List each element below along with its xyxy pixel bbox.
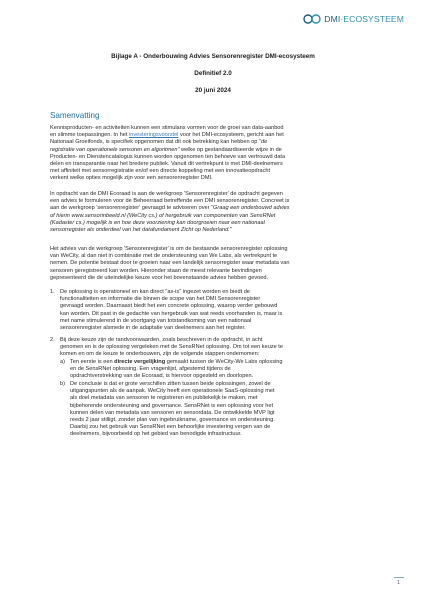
list-item-2: 2. Bij deze keuze zijn de randvoorwaarden, zoals beschreven in de opdracht, in acht genomen en is de oplossing vergeleken met de SensRNet oplossing. Om tot een keuze te komen en om de keuze te onderbouwen, zijn de volgende stappen ondernomen: [50, 337, 283, 358]
footer-rule [394, 577, 404, 578]
list-subitem-a: a) Ten eerste is een directe vergelijking gemaakt tussen de WeCity-We Labs oplossing en de SensRNet oplossing. Een vragenlijst, afgestemd tijdens de opdrachtverstrekking van de Ecoraad, is hiervoor opgesteld en doorlopen. [60, 359, 283, 380]
document-title: Bijlage A - Onderbouwing Advies Sensorenregister DMI-ecosysteem [111, 53, 315, 60]
section-heading: Samenvatting [50, 111, 100, 120]
dmi-logo-icon [303, 14, 321, 24]
paragraph-summary-3: Het advies van de werkgroep 'Sensorenregister' is om de bestaande sensorenregister oplossing van WeCity, al dan niet in combinatie met de ondersteuning van We Labs, als vertrekpunt te nemen. De potentie bestaat door te groeien naar een landelijk sensorregister waar metadata van sensoren geregistreerd kan worden. Hieronder staan de meest relevante bevindingen gepresenteerd die de uiteindelijke keuze voor het bovenstaande advies hebben gevoed. [50, 246, 290, 281]
page-number: 1 [396, 580, 400, 586]
paragraph-summary-1: Kennisproducten- en activiteiten kunnen een stimulans vormen voor de groei van data-aanbod en slimme toepassingen. In het investeringsvoorstel voor het DMI-ecosysteem, gericht aan het Nationaal Groeifonds, is specifiek opgenomen dat dit ook betrekking kan hebben op "de registratie van operationele sensoren en algoritmen" welke op gestandaardiseerde wijze in de Producten- en Dienstencatalogus kunnen worden opgenomen ten behoeve van vertrouwd data delen en transparantie naar het bredere publiek. Vanuit dit vertrekpunt is met DMI-deelnemers met affiniteit met sensorregistratie en/of een directe koppeling met een innovatieopdracht verkent welke opties mogelijk zijn voor een sensorenregister DMI. [50, 125, 286, 182]
document-date: 20 juni 2024 [195, 87, 231, 94]
paragraph-summary-2: In opdracht van de DMI Ecoraad is aan de werkgroep 'Sensorenregister' de opdracht gegeven een advies te formuleren voor de Beheerraad betreffende een DMI sensorenregister. Concreet is aan de werkgroep 'sensorenregister' gevraagd te adviseren over "Graag een onderbouwd advies of hierin www.sensorinbeeld.nl (WeCity cs.) of hergebruik van componenten van SensRNet (Kadaster cs.) mogelijk is en hoe deze voorziening kan doorgroeien naar een nationaal sensorregister als onderdeel van het datafundament Zicht op Nederland." [50, 191, 290, 234]
list-subitem-b: b) De conclusie is dat er grote verschillen zitten tussen beide oplossingen, zowel de uitgangspunten als de aanpak. WeCity heeft een operationele SaaS-oplossing met als doel metadata van sensoren te registreren en publiekelijk te maken, met bijbehorende ondersteuning and governance. SensRNet is een oplossing voor het kunnen delen van metadata van sensoren en sensordata. De ontwikkelde MVP ligt reeds 2 jaar stilligt, zonder plan van ingebruikname, governance en ondersteuning. Daarbij zou het gebruik van SensRNet een behoorlijke investering vergen van de deelnemers, bijvoorbeeld op het gebied van benodigde infrastructuur. [60, 381, 275, 438]
list-item-1: 1. De oplossing is operationeel en kan direct "as-is" ingezet worden en biedt de functionaliteiten en informatie die binnen de scope van het DMI Sensorenregister gevraagd worden. Daarnaast biedt het een concrete oplossing, waarop verder gebouwd kan worden. Dit past in de gedachte van hergebruik van wat reeds voorhanden is, maar is met name stimulerend in de voortgang van totstandkoming van een nationaal sensorenregister alsmede in de adaptatie van deelnemers aan het register. [50, 289, 283, 332]
logo-text: DMI·ECOSYSTEEM [324, 14, 404, 24]
investeringsvoorstel-link[interactable]: investeringsvoorstel [128, 132, 179, 139]
dmi-ecosysteem-logo [303, 13, 404, 25]
document-version: Definitief 2.0 [194, 70, 232, 77]
